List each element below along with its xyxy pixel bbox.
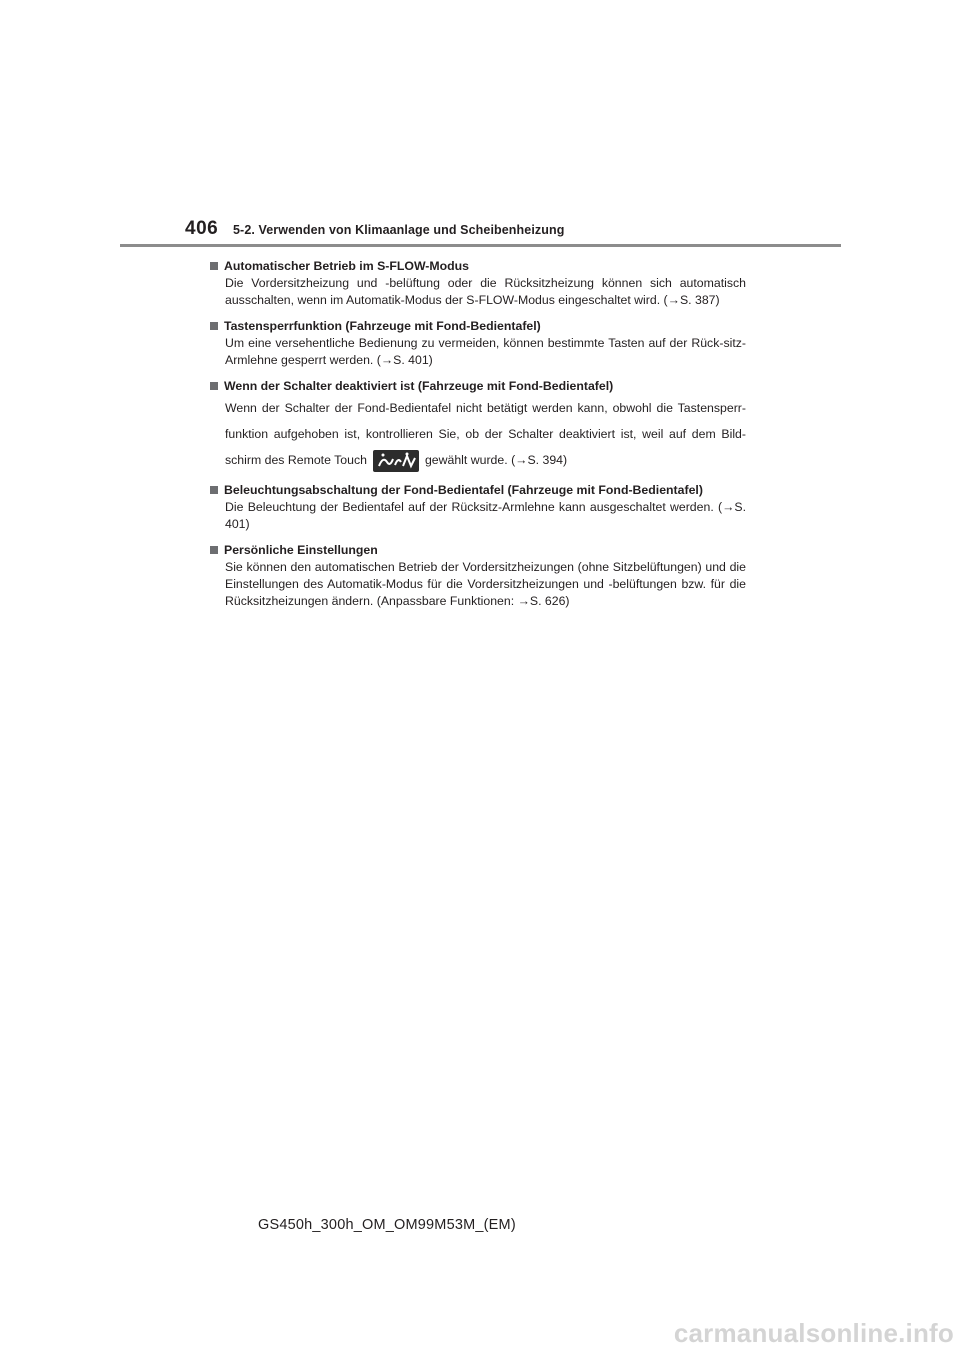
item-body-text-before-icon: Wenn der Schalter der Fond-Bedientafel nicht betätigt werden kann, obwohl die Tastensperr-funktion aufgehoben ist, kontrollieren Sie, ob der Schalter deaktiviert ist, weil auf dem Bild-schirm des Remote Touch (225, 401, 746, 467)
list-item (210, 378, 746, 473)
list-item (210, 542, 746, 610)
item-heading-text: Beleuchtungsabschaltung der Fond-Bedientafel (Fahrzeuge mit Fond-Bedientafel) (224, 483, 703, 497)
page-content (210, 258, 746, 619)
item-heading (210, 378, 746, 395)
item-body: Die Vordersitzheizung und -belüftung oder die Rücksitzheizung können sich automatisch ausschalten, wenn im Automatik-Modus der S-FLOW-Modus eingeschaltet wird. (→S. 387) (225, 276, 746, 307)
item-body: Sie können den automatischen Betrieb der Vordersitzheizungen (ohne Sitzbelüftungen) und die Einstellungen des Automatik-Modus für die Vordersitzheizungen und -belüftungen bzw. für die Rücksitzheizungen ändern. (Anpassbare Funktionen: →S. 626) (225, 560, 746, 608)
item-heading (210, 258, 746, 275)
item-heading (210, 482, 746, 499)
item-heading-text: Automatischer Betrieb im S-FLOW-Modus (224, 259, 470, 273)
item-heading-text: Wenn der Schalter deaktiviert ist (Fahrzeuge mit Fond-Bedientafel) (224, 379, 614, 393)
rear-seat-button-icon (373, 450, 419, 472)
square-bullet-icon (210, 546, 218, 554)
item-body-text-after-icon: gewählt wurde. (→S. 394) (424, 453, 568, 467)
item-heading (210, 542, 746, 559)
document-code: GS450h_300h_OM_OM99M53M_(EM) (258, 1217, 516, 1233)
item-heading-text: Persönliche Einstellungen (224, 543, 378, 557)
watermark: carmanualsonline.info (673, 1318, 954, 1348)
square-bullet-icon (210, 322, 218, 330)
item-body: Um eine versehentliche Bedienung zu vermeiden, können bestimmte Tasten auf der Rück-sitz-Armlehne gesperrt werden. (→S. 401) (225, 336, 746, 367)
item-body (225, 395, 746, 473)
item-heading (210, 318, 746, 335)
page-number: 406 (185, 218, 219, 239)
section-title: 5-2. Verwenden von Klimaanlage und Scheibenheizung (233, 223, 565, 237)
square-bullet-icon (210, 262, 218, 270)
list-item (210, 258, 746, 309)
header-divider (120, 244, 841, 247)
square-bullet-icon (210, 486, 218, 494)
item-heading-text: Tastensperrfunktion (Fahrzeuge mit Fond-Bedientafel) (224, 319, 541, 333)
item-body: Die Beleuchtung der Bedientafel auf der Rücksitz-Armlehne kann ausgeschaltet werden. (→S. 401) (225, 500, 746, 531)
square-bullet-icon (210, 382, 218, 390)
page-header (0, 0, 960, 250)
list-item (210, 482, 746, 533)
list-item (210, 318, 746, 369)
